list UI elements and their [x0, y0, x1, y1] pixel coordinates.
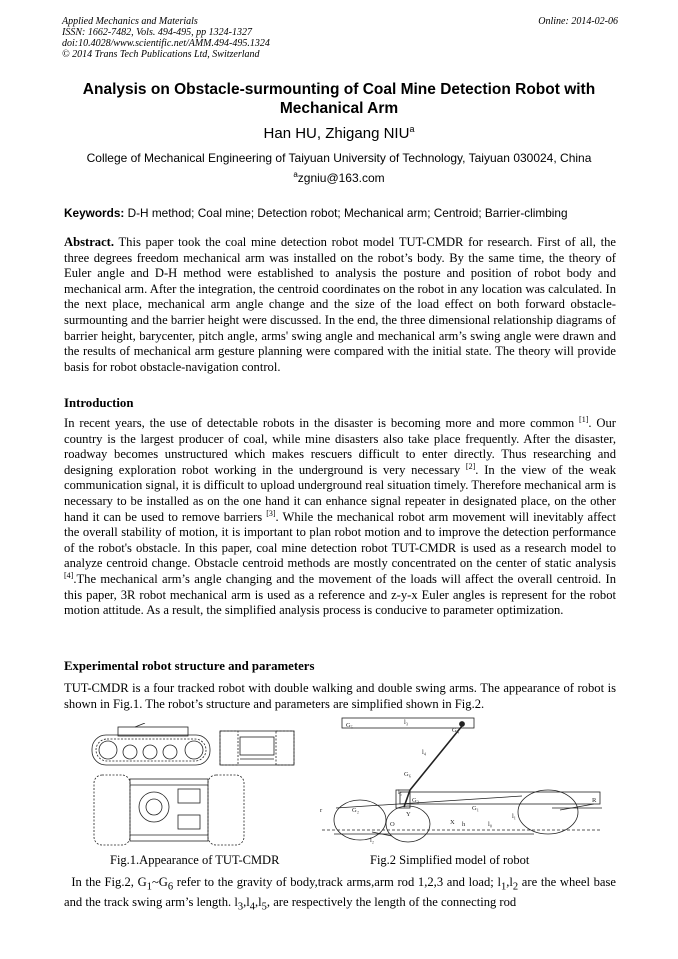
text-part: In the Fig.2, G: [71, 875, 147, 889]
robot-appearance-figure: [90, 723, 296, 848]
doi-line: doi:10.4028/www.scientific.net/AMM.494-495.1324: [62, 38, 270, 49]
citation: [2]: [465, 461, 476, 471]
robot-front-view: [220, 731, 294, 765]
author-names: Han HU, Zhigang NIU: [263, 125, 410, 142]
label-g1: G₁: [472, 805, 479, 812]
subscript: 1: [500, 881, 507, 893]
subscript: 6: [167, 881, 174, 893]
abstract: [64, 235, 616, 375]
subscript: 5: [261, 901, 267, 913]
robot-side-view: [92, 723, 210, 765]
paper-title: Analysis on Obstacle-surmounting of Coal Mine Detection Robot with Mechanical Arm: [82, 81, 596, 117]
citation: [4]: [64, 570, 74, 580]
journal-header: [62, 16, 618, 60]
robot-top-view: [94, 775, 244, 845]
text-part: ,l: [243, 895, 250, 910]
email-mark: a: [293, 170, 298, 179]
text-part: refer to the gravity of body,track arms,arm rod 1,2,3 and load; l: [173, 875, 501, 889]
issn-line: ISSN: 1662-7482, Vols. 494-495, pp 1324-1327: [62, 27, 252, 38]
intro-part: . In the view of the weak communication signal, it is difficult to upload underground real situation timely. Therefore mechanical arm is necessary to be installed as on the one hand it can enhance signal repeater in designated place, on the other hand it can be used to remove barriers: [64, 462, 617, 524]
label-h: h: [462, 821, 466, 828]
label-g6: G₆: [404, 771, 411, 778]
citation: [1]: [579, 414, 589, 424]
keywords-text: D-H method; Coal mine; Detection robot; Mechanical arm; Centroid; Barrier-climbing: [127, 206, 568, 220]
text-part: ,l: [254, 895, 262, 910]
label-g2: G₂: [352, 807, 359, 814]
intro-part: . Our country is the largest producer of coal, while mine disasters also take place frequently. After the disaster, roadway becomes unstructured which makes rescuers difficult to enter directly. Thus researching and designing exploration robot working in the underground is very necessary: [64, 416, 617, 477]
abstract-label: Abstract.: [64, 235, 115, 249]
authors: [0, 124, 678, 142]
text-part: ~G: [151, 875, 168, 889]
label-g4: G₄: [452, 727, 459, 734]
text-part: ,l: [506, 875, 513, 889]
subscript: 2: [512, 881, 519, 893]
label-lc: l₀: [488, 821, 493, 828]
intro-part: . While the mechanical robot arm movement will inevitably affect the overall stability of motion, it is important to plan robot motion and to improve the detection performance of the robot's obstacle. In this paper, coal mine detection robot TUT-CMDR is used as a research model to analyze centroid change. Obstacle centroid methods are mostly concentrated on the center of static analysis: [64, 509, 616, 571]
label-l2: l₂: [370, 837, 375, 844]
label-y: Y: [406, 811, 411, 818]
intro-part: In recent years, the use of detectable robots in the disaster is becoming more and more common: [64, 416, 580, 430]
figure-1-caption: Fig.1.Appearance of TUT-CMDR: [110, 853, 280, 867]
label-l1: l₁: [512, 813, 517, 820]
label-l5: l₅: [398, 789, 403, 796]
introduction-text: [64, 416, 616, 619]
email: [0, 170, 678, 185]
label-g5: G₅: [346, 722, 353, 729]
label-l4: l₄: [422, 749, 427, 756]
text-part: , are respectively the length of the connecting rod: [266, 895, 517, 910]
label-x: X: [450, 819, 455, 826]
subscript: 4: [249, 901, 255, 913]
online-date: Online: 2014-02-06: [538, 16, 618, 27]
journal-name: Applied Mechanics and Materials: [62, 16, 198, 27]
experimental-text: TUT-CMDR is a four tracked robot with double walking and double swing arms. The appearance of robot is shown in Fig.1. The robot’s structure and parameters are simplified shown in Fig.2.: [64, 681, 616, 711]
label-l3: l₃: [404, 719, 409, 726]
text-part: are the wheel base and the track swing arm’s length. l: [64, 875, 617, 910]
robot-body: [322, 790, 602, 842]
label-big-r: R: [592, 797, 597, 804]
label-g3: G₃: [412, 797, 419, 804]
label-r: r: [320, 807, 323, 814]
label-o: O: [390, 821, 395, 828]
simplified-model-figure: [312, 712, 612, 854]
abstract-text: This paper took the coal mine detection robot model TUT-CMDR for research. First of all, the three degrees freedom mechanical arm was installed on the robot’s body. By the same time, the theory of Euler angle and D-H method were established to analysis the posture and position of robot body and mechanical arm. After the integration, the centroid coordinates on the robot in any location was calculated. In the next place, mechanical arm angle change and the size of the load effect on both forward obstacle-surmounting and the barrier height were discussed. In the end, the three dimensional relationship diagrams of barrier height, barycenter, pitch angle, arms' swing angle and mechanical arm’s swing angle were drawn and the results of mechanical arm gesture planning were compared with the initial state. The theory will provide basis for robot obstacle-navigation control.: [64, 235, 616, 374]
introduction-heading: Introduction: [64, 396, 134, 410]
citation: [3]: [266, 508, 276, 518]
email-address: zgniu@163.com: [297, 171, 385, 185]
keywords: [64, 206, 616, 220]
experimental-heading: Experimental robot structure and parameters: [64, 659, 315, 673]
subscript: 1: [146, 881, 152, 893]
author-mark: a: [409, 124, 415, 134]
affiliation: College of Mechanical Engineering of Taiyuan University of Technology, Taiyuan 030024, China: [86, 151, 592, 165]
copyright-line: © 2014 Trans Tech Publications Ltd, Switzerland: [62, 49, 260, 60]
intro-part: .The mechanical arm’s angle changing and the movement of the loads will affect the overall centroid. In this paper, 3R robot mechanical arm is used as a reference and z-y-x Euler angles is represent for the robot motion attitude. As a result, the simplified analysis process is conducive to parameter optimization.: [64, 571, 616, 618]
subscript: 3: [237, 901, 244, 913]
keywords-label: Keywords:: [64, 206, 125, 220]
figure-description-paragraph: [64, 875, 616, 915]
figure-2-caption: Fig.2 Simplified model of robot: [370, 853, 530, 867]
